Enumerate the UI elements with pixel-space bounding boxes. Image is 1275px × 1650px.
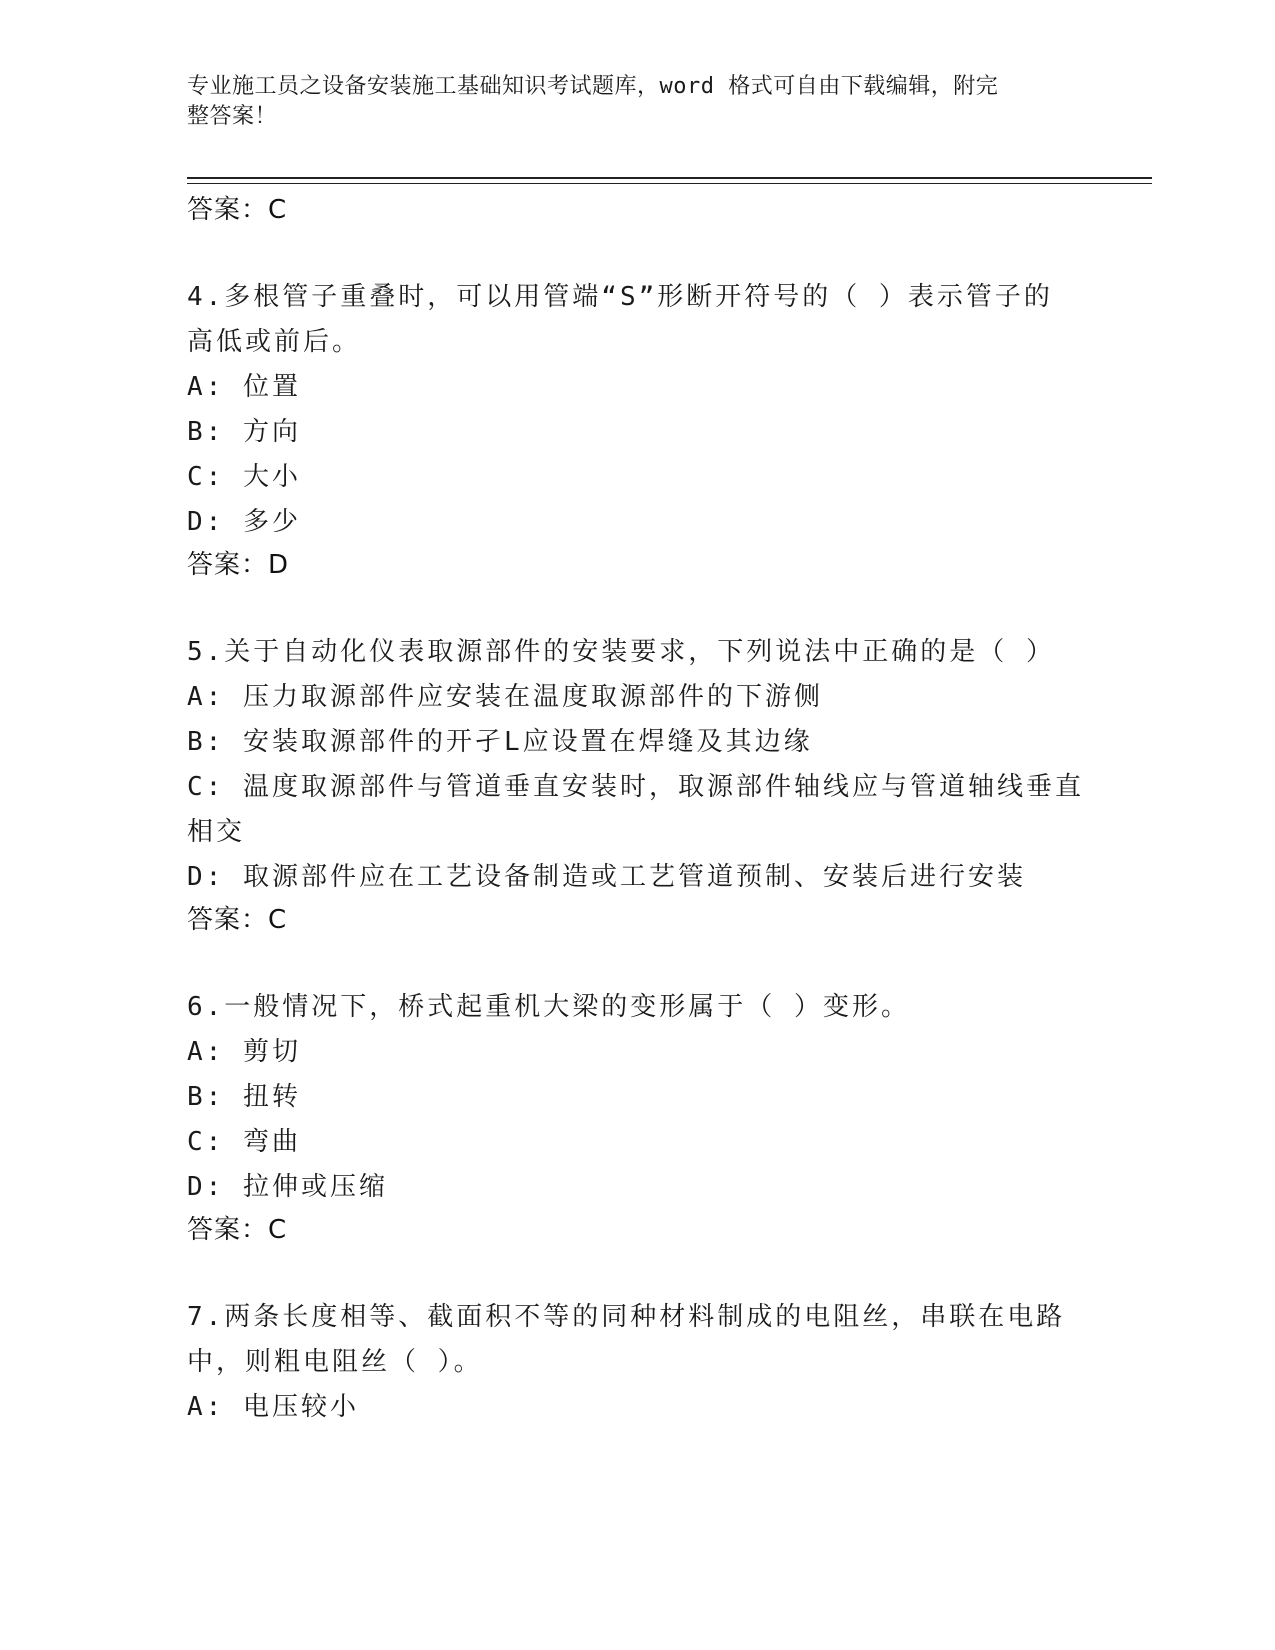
question-block-4: [187, 275, 1087, 585]
question-block-7: [187, 1295, 1087, 1430]
option-c: C: 弯曲: [187, 1127, 301, 1157]
option-a: A: 电压较小: [187, 1392, 359, 1422]
document-header: [187, 72, 1067, 132]
question-text: 高低或前后。: [187, 327, 362, 357]
option-c: C: 大小: [187, 462, 301, 492]
question-text: 4.多根管子重叠时，可以用管端“S”形断开符号的（ ）表示管子的: [187, 282, 1053, 312]
question-block-6: [187, 985, 1087, 1250]
option-b: B: 安装取源部件的开孑L应设置在焊缝及其边缘: [187, 727, 813, 757]
answer-line: 答案：C: [187, 1215, 288, 1245]
question-text: 5.关于自动化仪表取源部件的安装要求，下列说法中正确的是（ ）: [187, 637, 1055, 667]
option-a: A: 压力取源部件应安装在温度取源部件的下游侧: [187, 682, 823, 712]
answer-line: 答案：D: [187, 550, 290, 580]
option-d: D: 拉伸或压缩: [187, 1172, 388, 1202]
header-line-1: 专业施工员之设备安装施工基础知识考试题库，word 格式可自由下载编辑，附完: [187, 74, 999, 99]
question-list: [187, 190, 1087, 1430]
option-a: A: 位置: [187, 372, 301, 402]
option-c-continued: 相交: [187, 817, 246, 847]
answer-line: 答案：C: [187, 195, 288, 225]
answer-line: 答案：C: [187, 905, 288, 935]
question-text: 7.两条长度相等、截面积不等的同种材料制成的电阻丝，串联在电路: [187, 1302, 1066, 1332]
question-text: 中，则粗电阻丝（ ）。: [187, 1347, 483, 1377]
option-d: D: 取源部件应在工艺设备制造或工艺管道预制、安装后进行安装: [187, 862, 1026, 892]
option-b: B: 方向: [187, 417, 301, 447]
option-d: D: 多少: [187, 507, 301, 537]
header-divider-thick: [187, 177, 1152, 179]
option-c: C: 温度取源部件与管道垂直安装时，取源部件轴线应与管道轴线垂直: [187, 772, 1084, 802]
header-line-2: 整答案！: [187, 104, 278, 129]
option-a: A: 剪切: [187, 1037, 301, 1067]
question-text: 6.一般情况下，桥式起重机大梁的变形属于（ ）变形。: [187, 992, 910, 1022]
header-divider-thin: [187, 183, 1152, 184]
question-block-5: [187, 630, 1087, 940]
option-b: B: 扭转: [187, 1082, 301, 1112]
